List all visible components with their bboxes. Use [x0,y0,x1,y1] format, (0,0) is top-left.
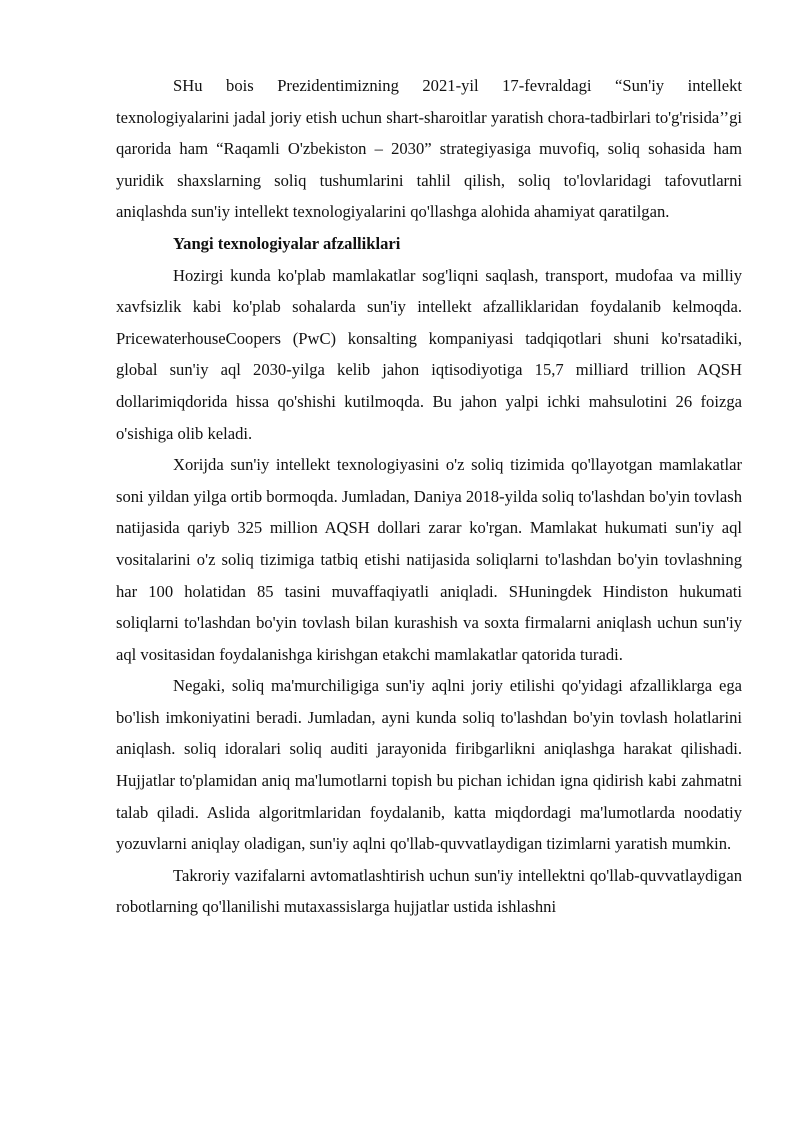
body-paragraph-1: Hozirgi kunda ko'plab mamlakatlar sog'liqni saqlash, transport, mudofaa va milliy xavfsizlik kabi ko'plab sohalarda sun'iy intellekt afzalliklaridan foydalanib kelmoqda. PricewaterhouseCoopers (PwC) konsalting kompaniyasi tadqiqotlari shuni ko'rsatadiki, global sun'iy aql 2030-yilga kelib jahon iqtisodiyotiga 15,7 milliard trillion AQSH dollarimiqdorida hissa qo'shishi kutilmoqda. Bu jahon yalpi ichki mahsulotini 26 foizga o'sishiga olib keladi. [116,265,742,443]
body-paragraph-2: Xorijda sun'iy intellekt texnologiyasini o'z soliq tizimida qo'llayotgan mamlakatlar soni yildan yilga ortib bormoqda. Jumladan, Daniya 2018-yilda soliq to'lashdan bo'yin tovlash natijasida qariyb 325 million AQSH dollari zarar ko'rgan. Mamlakat hukumati sun'iy aql vositalarini o'z soliq tizimiga tatbiq etishi natijasida soliqlarni to'lashdan bo'yin tovlashning har 100 holatidan 85 tasini muvaffaqiyatli aniqladi. SHuningdek Hindiston hukumati soliqlarni to'lashdan bo'yin tovlash bilan kurashish va soxta firmalarni aniqlash uchun sun'iy aql vositasidan foydalanishga kirishgan etakchi mamlakatlar qatorida turadi. [116,455,742,664]
section-heading: Yangi texnologiyalar afzalliklari [173,233,401,253]
intro-paragraph: SHu bois Prezidentimizning 2021-yil 17-fevraldagi “Sun'iy intellekt texnologiyalarini jadal joriy etish uchun shart-sharoitlar yaratish chora-tadbirlari to'g'risida’’gi qarorida ham “Raqamli O'zbekiston – 2030” strategiyasiga muvofiq, soliq sohasida ham yuridik shaxslarning soliq tushumlarini tahlil qilish, soliq to'lovlaridagi tafovutlarni aniqlashda sun'iy intellekt texnologiyalarini qo'llashga alohida ahamiyat qaratilgan. [116,76,742,222]
document-page [116,70,742,923]
body-paragraph-4: Takroriy vazifalarni avtomatlashtirish uchun sun'iy intellektni qo'llab-quvvatlaydigan robotlarning qo'llanilishi mutaxassislarga hujjatlar ustida ishlashni [116,865,742,917]
body-paragraph-3: Negaki, soliq ma'murchiligiga sun'iy aqlni joriy etilishi qo'yidagi afzalliklarga ega bo'lish imkoniyatini beradi. Jumladan, ayni kunda soliq to'lashdan bo'yin tovlash holatlarini aniqlash. soliq idoralari soliq auditi jarayonida firibgarlikni aniqlashga harakat qilishadi. Hujjatlar to'plamidan aniq ma'lumotlarni topish bu pichan ichidan igna qidirish kabi zahmatni talab qiladi. Aslida algoritmlaridan foydalanib, katta miqdordagi ma'lumotlarda noodatiy yozuvlarni aniqlay oladigan, sun'iy aqlni qo'llab-quvvatlaydigan tizimlarni yaratish mumkin. [116,676,742,854]
